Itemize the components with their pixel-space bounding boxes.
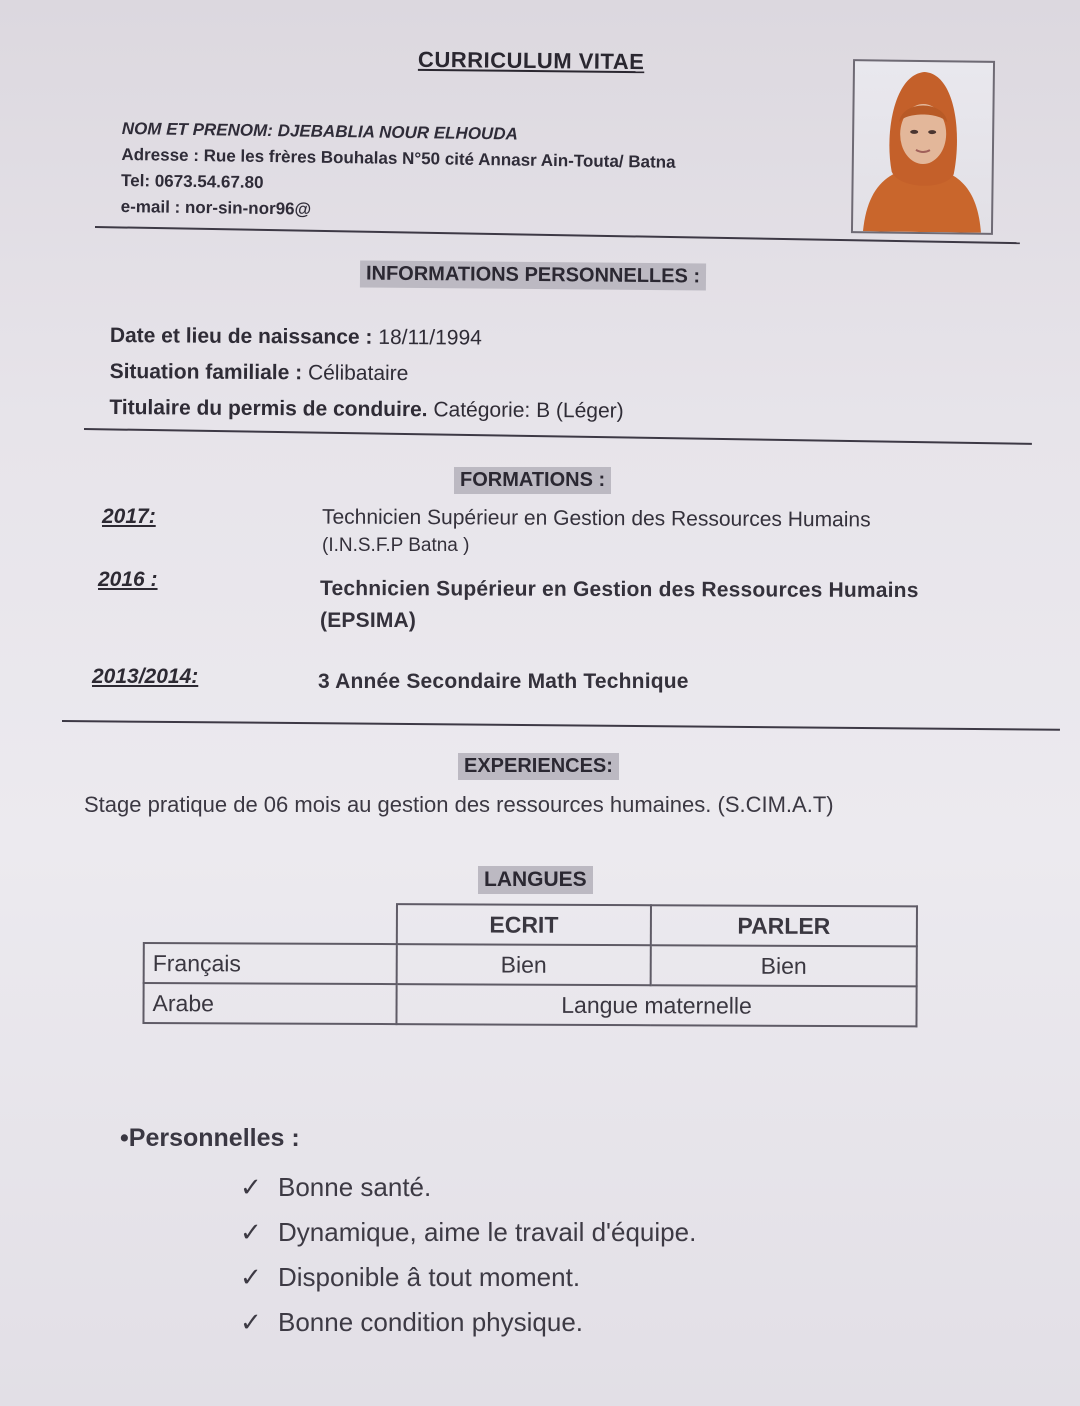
formation-school: (EPSIMA)	[320, 609, 417, 632]
lang-name: Français	[144, 943, 397, 984]
profile-photo	[851, 59, 995, 235]
personal-info-heading: INFORMATIONS PERSONNELLES :	[360, 260, 706, 290]
formation-title: Technicien Supérieur en Gestion des Ressources Humains	[321, 505, 871, 532]
license-label: Titulaire du permis de conduire.	[109, 395, 428, 422]
personnelles-label: Personnelles :	[128, 1124, 300, 1152]
formation-year: 2013/2014:	[92, 665, 199, 688]
personal-info-block	[109, 318, 624, 430]
family-label: Situation familiale :	[109, 359, 303, 385]
checkmark-icon: ✓	[240, 1307, 262, 1337]
qualities-list	[240, 1165, 696, 1345]
name-label: NOM ET PRENOM:	[121, 118, 274, 141]
divider-2	[84, 428, 1032, 445]
list-item	[240, 1210, 696, 1255]
table-corner-cell	[144, 903, 397, 944]
quality-text: Bonne condition physique.	[278, 1307, 584, 1337]
email-value: nor-sin-nor96@	[184, 197, 312, 219]
col-parler: PARLER	[651, 905, 917, 946]
license-value: Catégorie: B (Léger)	[433, 398, 624, 423]
divider-3	[62, 720, 1060, 731]
lang-both: Langue maternelle	[396, 984, 916, 1026]
address-label: Adresse :	[121, 144, 200, 166]
formation-title: Technicien Supérieur en Gestion des Ressources Humains	[319, 576, 919, 603]
tel-value: 0673.54.67.80	[154, 171, 264, 192]
address-value: Rue les frères Bouhalas N°50 cité Annasr Ain-Touta/ Batna	[203, 146, 676, 172]
lang-name: Arabe	[143, 983, 396, 1024]
formation-title: 3 Année Secondaire Math Technique	[318, 670, 689, 693]
formation-school: (I.N.S.F.P Batna )	[322, 535, 470, 556]
table-row	[144, 943, 917, 986]
birth-value: 18/11/1994	[378, 325, 482, 350]
quality-text: Bonne santé.	[278, 1172, 432, 1202]
contact-block	[121, 116, 677, 228]
email-label: e-mail :	[120, 196, 181, 217]
checkmark-icon: ✓	[240, 1217, 262, 1247]
col-ecrit: ECRIT	[397, 904, 651, 945]
languages-table	[142, 902, 918, 1027]
experiences-heading: EXPERIENCES:	[458, 753, 619, 780]
quality-text: Dynamique, aime le travail d'équipe.	[278, 1217, 697, 1247]
table-header-row	[144, 903, 917, 946]
formations-heading: FORMATIONS :	[454, 467, 611, 494]
lang-parler: Bien	[651, 945, 917, 986]
formation-year: 2016 :	[98, 568, 158, 591]
list-item	[240, 1165, 696, 1210]
personnelles-heading	[120, 1124, 300, 1153]
list-item	[240, 1300, 696, 1345]
quality-text: Disponible â tout moment.	[278, 1262, 581, 1292]
portrait-illustration	[853, 61, 993, 233]
bullet-icon: •	[120, 1124, 129, 1152]
birth-label: Date et lieu de naissance :	[109, 323, 373, 349]
lang-ecrit: Bien	[397, 944, 651, 985]
table-row	[143, 983, 916, 1026]
checkmark-icon: ✓	[240, 1172, 262, 1202]
langues-heading: LANGUES	[478, 866, 593, 894]
checkmark-icon: ✓	[240, 1262, 262, 1292]
experience-text: Stage pratique de 06 mois au gestion des ressources humaines. (S.CIM.A.T)	[84, 792, 834, 817]
document-title: CURRICULUM VITAE	[417, 46, 645, 75]
name-value: DJEBABLIA NOUR ELHOUDA	[277, 121, 518, 144]
formation-year: 2017:	[102, 505, 156, 528]
list-item	[240, 1255, 696, 1300]
tel-label: Tel:	[120, 170, 151, 191]
family-value: Célibataire	[307, 361, 409, 386]
